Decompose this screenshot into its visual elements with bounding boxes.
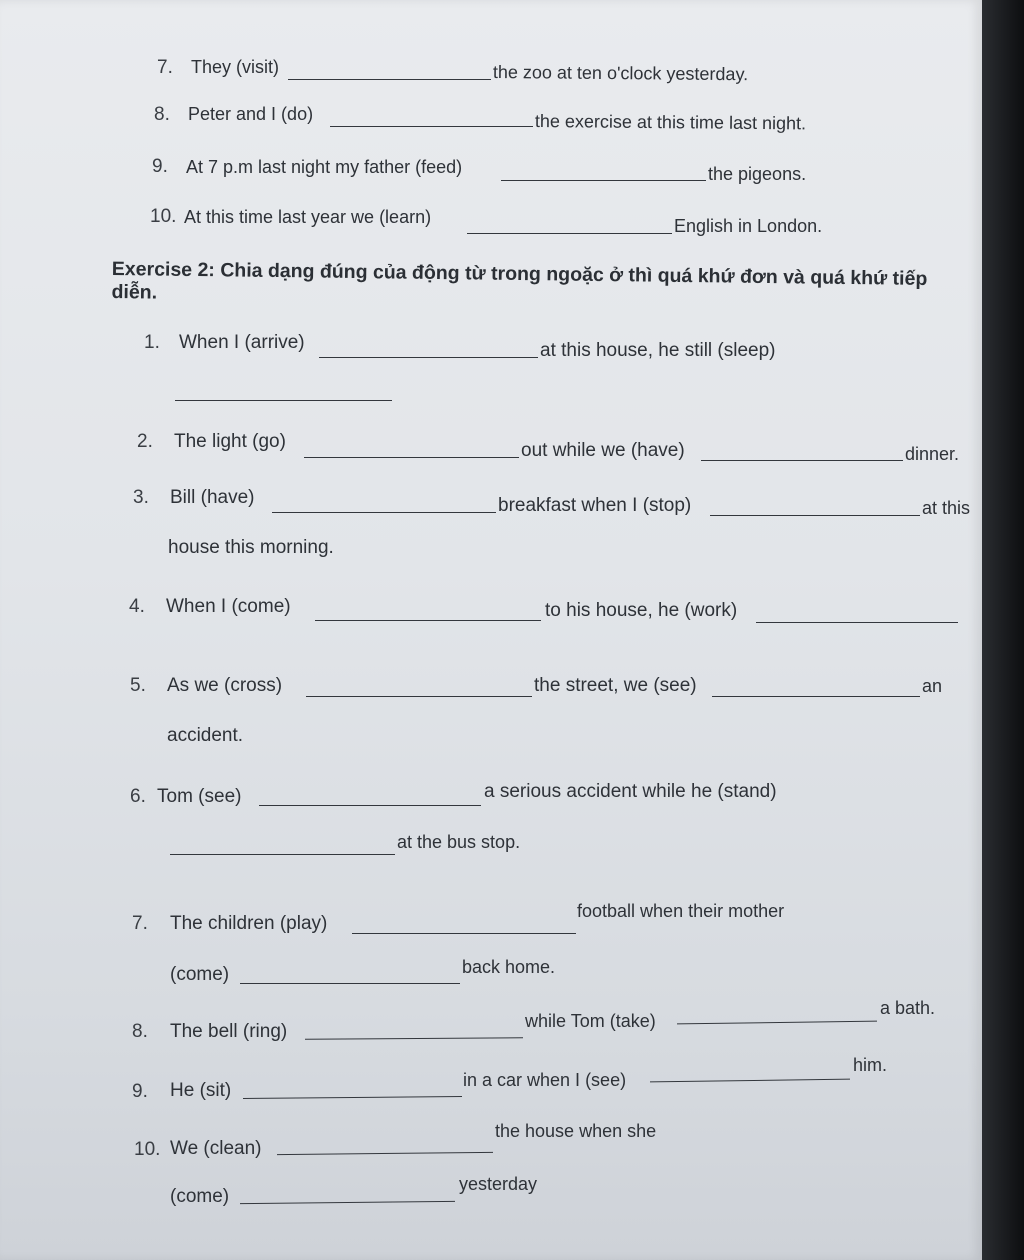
answer-blank[interactable]	[501, 180, 706, 181]
item-text: At 7 p.m last night my father (feed)	[186, 157, 463, 177]
item-text: a serious accident while he (stand)	[484, 781, 777, 802]
item-text: accident.	[167, 725, 244, 746]
answer-blank[interactable]	[352, 933, 576, 934]
answer-blank[interactable]	[288, 79, 491, 80]
answer-blank[interactable]	[175, 400, 392, 401]
answer-blank[interactable]	[277, 1152, 493, 1155]
item-number: 8.	[132, 1021, 148, 1042]
item-text: English in London.	[674, 216, 823, 236]
answer-blank[interactable]	[240, 983, 460, 984]
answer-blank[interactable]	[304, 457, 519, 458]
answer-blank[interactable]	[243, 1096, 462, 1099]
item-number: 6.	[130, 786, 146, 807]
answer-blank[interactable]	[467, 233, 672, 234]
item-text: (come)	[170, 964, 230, 985]
item-text: yesterday	[459, 1174, 538, 1194]
answer-blank[interactable]	[170, 854, 395, 855]
item-text: out while we (have)	[521, 440, 685, 461]
item-number: 7.	[132, 913, 148, 934]
answer-blank[interactable]	[701, 460, 903, 461]
item-text: at this house, he still (sleep)	[540, 340, 776, 361]
item-number: 10.	[150, 206, 177, 227]
item-text: football when their mother	[577, 901, 785, 921]
item-text: while Tom (take)	[525, 1011, 656, 1031]
dark-background-edge	[982, 0, 1024, 1260]
answer-blank[interactable]	[315, 620, 541, 621]
item-text: Bill (have)	[170, 487, 255, 508]
item-number: 3.	[133, 487, 149, 508]
item-text: When I (arrive)	[179, 332, 305, 353]
answer-blank[interactable]	[330, 126, 533, 127]
answer-blank[interactable]	[712, 696, 920, 697]
answer-blank[interactable]	[272, 512, 496, 513]
answer-blank[interactable]	[650, 1079, 850, 1083]
item-text: The light (go)	[174, 431, 286, 452]
item-number: 8.	[154, 104, 170, 125]
item-text: At this time last year we (learn)	[184, 207, 432, 227]
item-text: As we (cross)	[167, 675, 283, 696]
answer-blank[interactable]	[677, 1021, 877, 1025]
item-number: 9.	[152, 156, 168, 177]
item-text: He (sit)	[170, 1080, 232, 1101]
item-text: Tom (see)	[157, 786, 242, 807]
item-number: 10.	[134, 1139, 161, 1160]
answer-blank[interactable]	[306, 696, 532, 697]
item-text: Peter and I (do)	[188, 104, 314, 124]
item-text: The bell (ring)	[170, 1021, 288, 1042]
item-text: They (visit)	[191, 57, 280, 77]
item-text: When I (come)	[166, 596, 291, 617]
item-text: (come)	[170, 1186, 230, 1207]
item-text: the exercise at this time last night.	[534, 111, 807, 134]
item-text: The children (play)	[170, 913, 328, 934]
item-text: him.	[853, 1055, 888, 1075]
exercise2-heading: Exercise 2: Chia dạng đúng của động từ trong ngoặc ở thì quá khứ đơn và quá khứ tiếp diễn.	[111, 258, 928, 304]
item-number: 7.	[157, 57, 173, 78]
item-text: house this morning.	[168, 537, 334, 558]
item-text: an	[922, 676, 943, 696]
item-text: at this	[922, 498, 971, 518]
item-text: the zoo at ten o'clock yesterday.	[492, 62, 749, 85]
item-text: a bath.	[880, 998, 936, 1018]
item-text: the pigeons.	[708, 164, 807, 184]
item-text: to his house, he (work)	[545, 600, 738, 621]
item-number: 4.	[129, 596, 145, 617]
item-text: back home.	[462, 957, 556, 977]
item-text: We (clean)	[170, 1138, 262, 1159]
item-number: 2.	[137, 431, 153, 452]
answer-blank[interactable]	[240, 1201, 455, 1204]
item-text: breakfast when I (stop)	[498, 495, 692, 516]
item-text: dinner.	[905, 444, 960, 464]
item-number: 5.	[130, 675, 146, 696]
item-text: in a car when I (see)	[463, 1070, 627, 1090]
item-number: 1.	[144, 332, 160, 353]
item-number: 9.	[132, 1081, 148, 1102]
answer-blank[interactable]	[305, 1037, 523, 1040]
item-text: the house when she	[495, 1121, 657, 1141]
item-text: at the bus stop.	[397, 832, 521, 852]
item-text: the street, we (see)	[534, 675, 697, 696]
answer-blank[interactable]	[319, 357, 538, 358]
answer-blank[interactable]	[756, 622, 958, 623]
answer-blank[interactable]	[710, 515, 920, 516]
answer-blank[interactable]	[259, 805, 481, 806]
